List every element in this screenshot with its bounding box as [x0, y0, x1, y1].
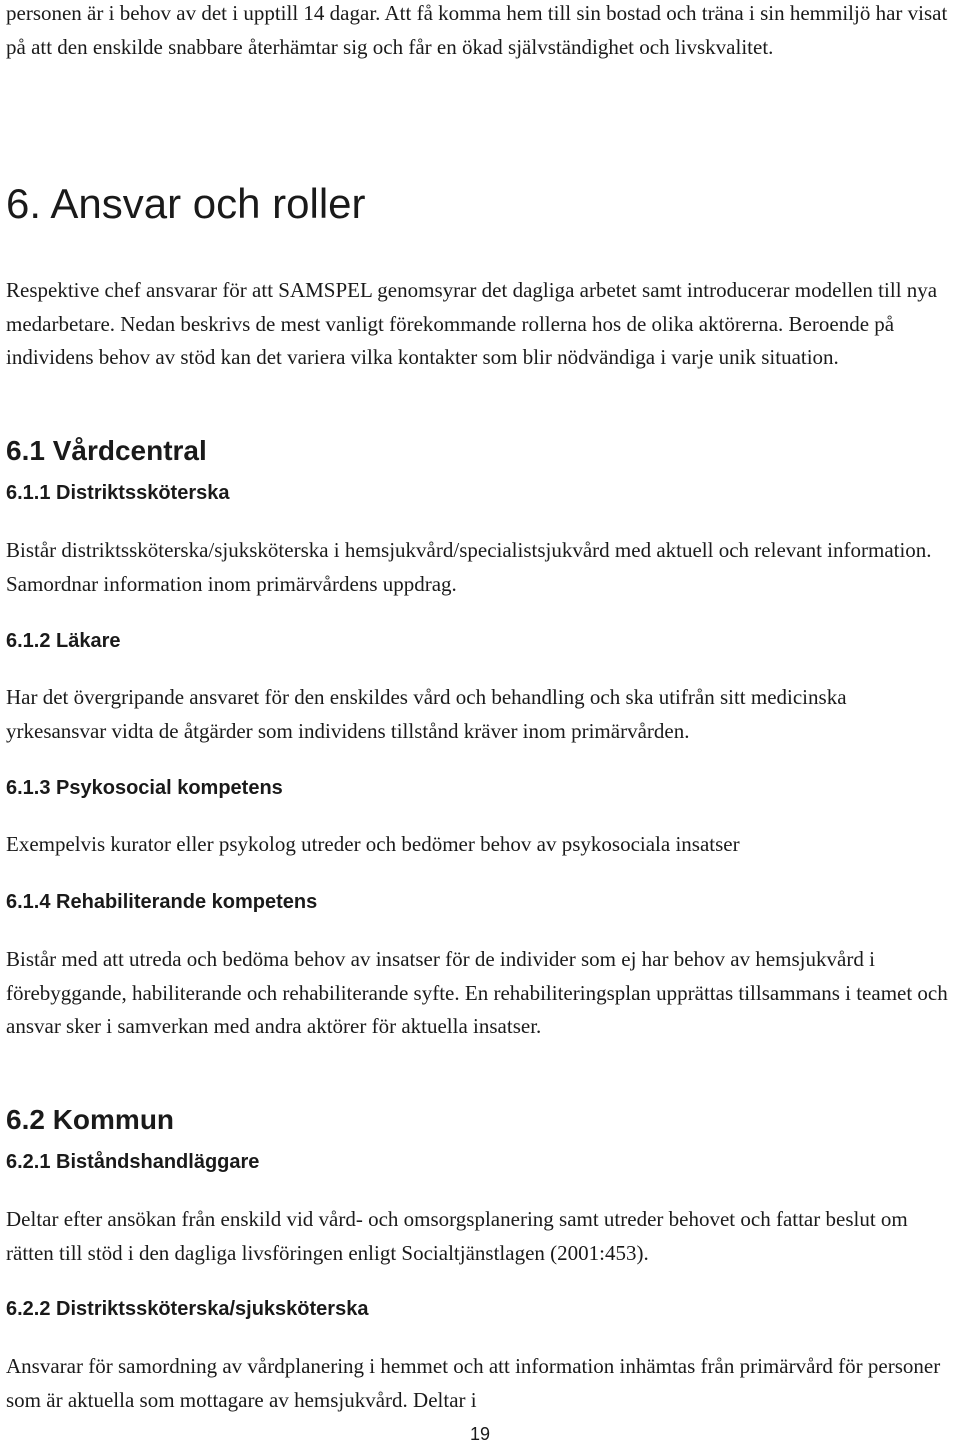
- section-6-2-2-paragraph: Ansvarar för samordning av vårdplanering i hemmet och att information inhämtas från primärvård för personer som är aktuella som mottagare av hemsjukvård. Deltar i: [6, 1354, 941, 1412]
- page-number: 19: [469, 1424, 491, 1444]
- section-6-2-heading: 6.2 Kommun: [6, 1104, 175, 1135]
- section-6-1-2-heading: 6.1.2 Läkare: [6, 630, 121, 652]
- intro-paragraph: personen är i behov av det i upptill 14 dagar. Att få komma hem till sin bostad och träna i sin hemmiljö har visat på att den enskilde snabbare återhämtar sig och får en ökad självständighet och livskvalitet.: [6, 1, 948, 59]
- section-6-2-2-heading: 6.2.2 Distriktssköterska/sjuksköterska: [6, 1298, 369, 1320]
- section-6-1-heading: 6.1 Vårdcentral: [6, 435, 207, 466]
- section-6-heading: 6. Ansvar och roller: [6, 180, 366, 227]
- section-6-1-4-heading: 6.1.4 Rehabiliterande kompetens: [6, 891, 318, 913]
- section-6-1-4-paragraph: Bistår med att utreda och bedöma behov av insatser för de individer som ej har behov av hemsjukvård i förebyggande, habiliterande och rehabiliterande syfte. En rehabiliteringsplan upprättas tillsammans i teamet och ansvar sker i samverkan med andra aktörer för aktuella insatser.: [6, 947, 948, 1038]
- section-6-1-3-paragraph: Exempelvis kurator eller psykolog utreder och bedömer behov av psykosociala insatser: [6, 832, 740, 856]
- section-6-2-1-paragraph: Deltar efter ansökan från enskild vid vård- och omsorgsplanering samt utreder behovet och fattar beslut om rätten till stöd i den dagliga livsföringen enligt Socialtjänstlagen (2001:453).: [6, 1207, 908, 1265]
- section-6-paragraph: Respektive chef ansvarar för att SAMSPEL genomsyrar det dagliga arbetet samt introducerar modellen till nya medarbetare. Nedan beskrivs de mest vanligt förekommande rollerna hos de olika aktörerna. Beroende på individens behov av stöd kan det variera vilka kontakter som blir nödvändiga i varje unik situation.: [6, 278, 938, 369]
- section-6-2-1-heading: 6.2.1 Biståndshandläggare: [6, 1151, 260, 1173]
- section-6-1-2-paragraph: Har det övergripande ansvaret för den enskildes vård och behandling och ska utifrån sitt medicinska yrkesansvar vidta de åtgärder som individens tillstånd kräver inom primärvården.: [6, 685, 847, 743]
- section-6-1-1-heading: 6.1.1 Distriktssköterska: [6, 482, 230, 504]
- section-6-1-3-heading: 6.1.3 Psykosocial kompetens: [6, 777, 283, 799]
- section-6-1-1-paragraph: Bistår distriktssköterska/sjuksköterska i hemsjukvård/specialistsjukvård med aktuell och relevant information. Samordnar information inom primärvårdens uppdrag.: [6, 538, 932, 596]
